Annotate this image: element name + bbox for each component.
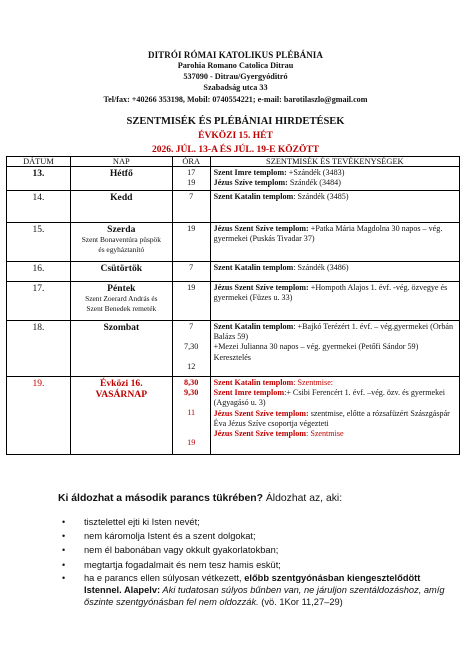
row-day: Szerda Szent Bonaventúra püspök és egyháztanító bbox=[70, 223, 172, 262]
parish-name: DITRÓI RÓMAI KATOLIKUS PLÉBÁNIA bbox=[147, 50, 324, 60]
row-date: 18. bbox=[7, 321, 71, 377]
row-date: 19. bbox=[7, 377, 71, 455]
schedule-table bbox=[6, 156, 460, 455]
row-times: 19 bbox=[172, 223, 210, 262]
col-time: ÓRA bbox=[172, 157, 210, 167]
row-events: Szent Katalin templom: Szándék (3486) bbox=[210, 262, 459, 282]
table-row bbox=[7, 262, 460, 282]
communion-question: Ki áldozhat a második parancs tükrében? Áldozhat az, aki: bbox=[58, 493, 343, 504]
row-events: Szent Katalin templom: +Bajkó Terézért 1. évf. – vég.gyermekei (Orbán Balázs 59) +Mezei Julianna 30 napos – vég. gyermekei (Petőfi Sándor 59) Keresztelés bbox=[210, 321, 459, 377]
row-date: 14. bbox=[7, 191, 71, 223]
row-times: 7 bbox=[172, 191, 210, 223]
row-date: 16. bbox=[7, 262, 71, 282]
row-times: 17 19 bbox=[172, 167, 210, 191]
parish-street: Szabadság utca 33 bbox=[203, 83, 268, 92]
row-events: Szent Imre templom: +Szándék (3483) Jézus Szíve templom: Szándék (3484) bbox=[210, 167, 459, 191]
table-row bbox=[7, 223, 460, 262]
col-day: NAP bbox=[70, 157, 172, 167]
row-day: Kedd bbox=[70, 191, 172, 223]
row-date: 13. bbox=[7, 167, 71, 191]
parish-postal: 537090 - Ditrau/Gyergyóditró bbox=[183, 72, 288, 81]
row-events: Jézus Szent Szíve templom: +Hompoth Alajos 1. évf. -vég. özvegye és gyermekei (Füzes u. 33) bbox=[210, 282, 459, 321]
col-events: SZENTMISÉK ÉS TEVÉKENYSÉGEK bbox=[210, 157, 459, 167]
date-range: 2026. JÚL. 13-A ÉS JÚL. 19-E KÖZÖTT bbox=[151, 145, 320, 155]
row-date: 17. bbox=[7, 282, 71, 321]
list-item: • tisztelettel ejti ki Isten nevét; bbox=[72, 515, 452, 529]
row-events: Szent Katalin templom: Szándék (3485) bbox=[210, 191, 459, 223]
table-row bbox=[7, 167, 460, 191]
list-item: • nem él babonában vagy okkult gyakorlatokban; bbox=[72, 543, 452, 557]
table-row bbox=[7, 321, 460, 377]
page-title: SZENTMISÉK ÉS PLÉBÁNIAI HIRDETÉSEK bbox=[126, 116, 345, 127]
parish-name-ro: Parohia Romano Catolica Ditrau bbox=[177, 61, 294, 70]
list-item: • nem káromolja Istent és a szent dolgokat; bbox=[72, 529, 452, 543]
table-row bbox=[7, 282, 460, 321]
row-events: Szent Katalin templom: Szentmise: Szent Imre templom:+ Csibi Ferencért 1. évf. –vég. özv. és gyermekei (Agyagásó u. 3) Jézus Szent Szíve templom: szentmise, előtte a rózsafüzért Szászgáspár Éva Jézus Szíve csoportja végezteti Jézus Szent Szíve templom: Szentmise bbox=[210, 377, 459, 455]
row-events: Jézus Szent Szíve templom: +Patka Mária Magdolna 30 napos – vég. gyermekei (Puskás Tivadar 37) bbox=[210, 223, 459, 262]
row-day: Csütörtök bbox=[70, 262, 172, 282]
row-day: Hétfő bbox=[70, 167, 172, 191]
row-day: Szombat bbox=[70, 321, 172, 377]
list-item: • megtartja fogadalmait és nem tesz hamis esküt; bbox=[72, 558, 452, 572]
col-date: DÁTUM bbox=[7, 157, 71, 167]
table-row bbox=[7, 377, 460, 455]
parish-contact: Tel/fax: +40266 353198, Mobil: 0740554221; e-mail: barotilaszlo@gmail.com bbox=[103, 95, 368, 104]
table-header-row bbox=[7, 157, 460, 167]
row-times: 19 bbox=[172, 282, 210, 321]
week-title: ÉVKÖZI 15. HÉT bbox=[198, 131, 273, 141]
list-item: • ha e parancs ellen súlyosan vétkezett, előbb szentgyónásban kiengesztelődött Istennel. Alapelv: Aki tudatosan súlyos bűnben van, ne járuljon szentáldozáshoz, amíg őszinte szentgyónásban fel nem oldozzák. (vö. 1Kor 11,27–29) bbox=[72, 572, 452, 609]
row-times: 7 bbox=[172, 262, 210, 282]
row-date: 15. bbox=[7, 223, 71, 262]
row-times: 8,30 9,30 11 19 bbox=[172, 377, 210, 455]
row-day: Péntek Szent Zoerard András és Szent Benedek remeték bbox=[70, 282, 172, 321]
conditions-list bbox=[72, 515, 452, 608]
row-day: Évközi 16. VASÁRNAP bbox=[70, 377, 172, 455]
table-row bbox=[7, 191, 460, 223]
row-times: 7 7,30 12 bbox=[172, 321, 210, 377]
